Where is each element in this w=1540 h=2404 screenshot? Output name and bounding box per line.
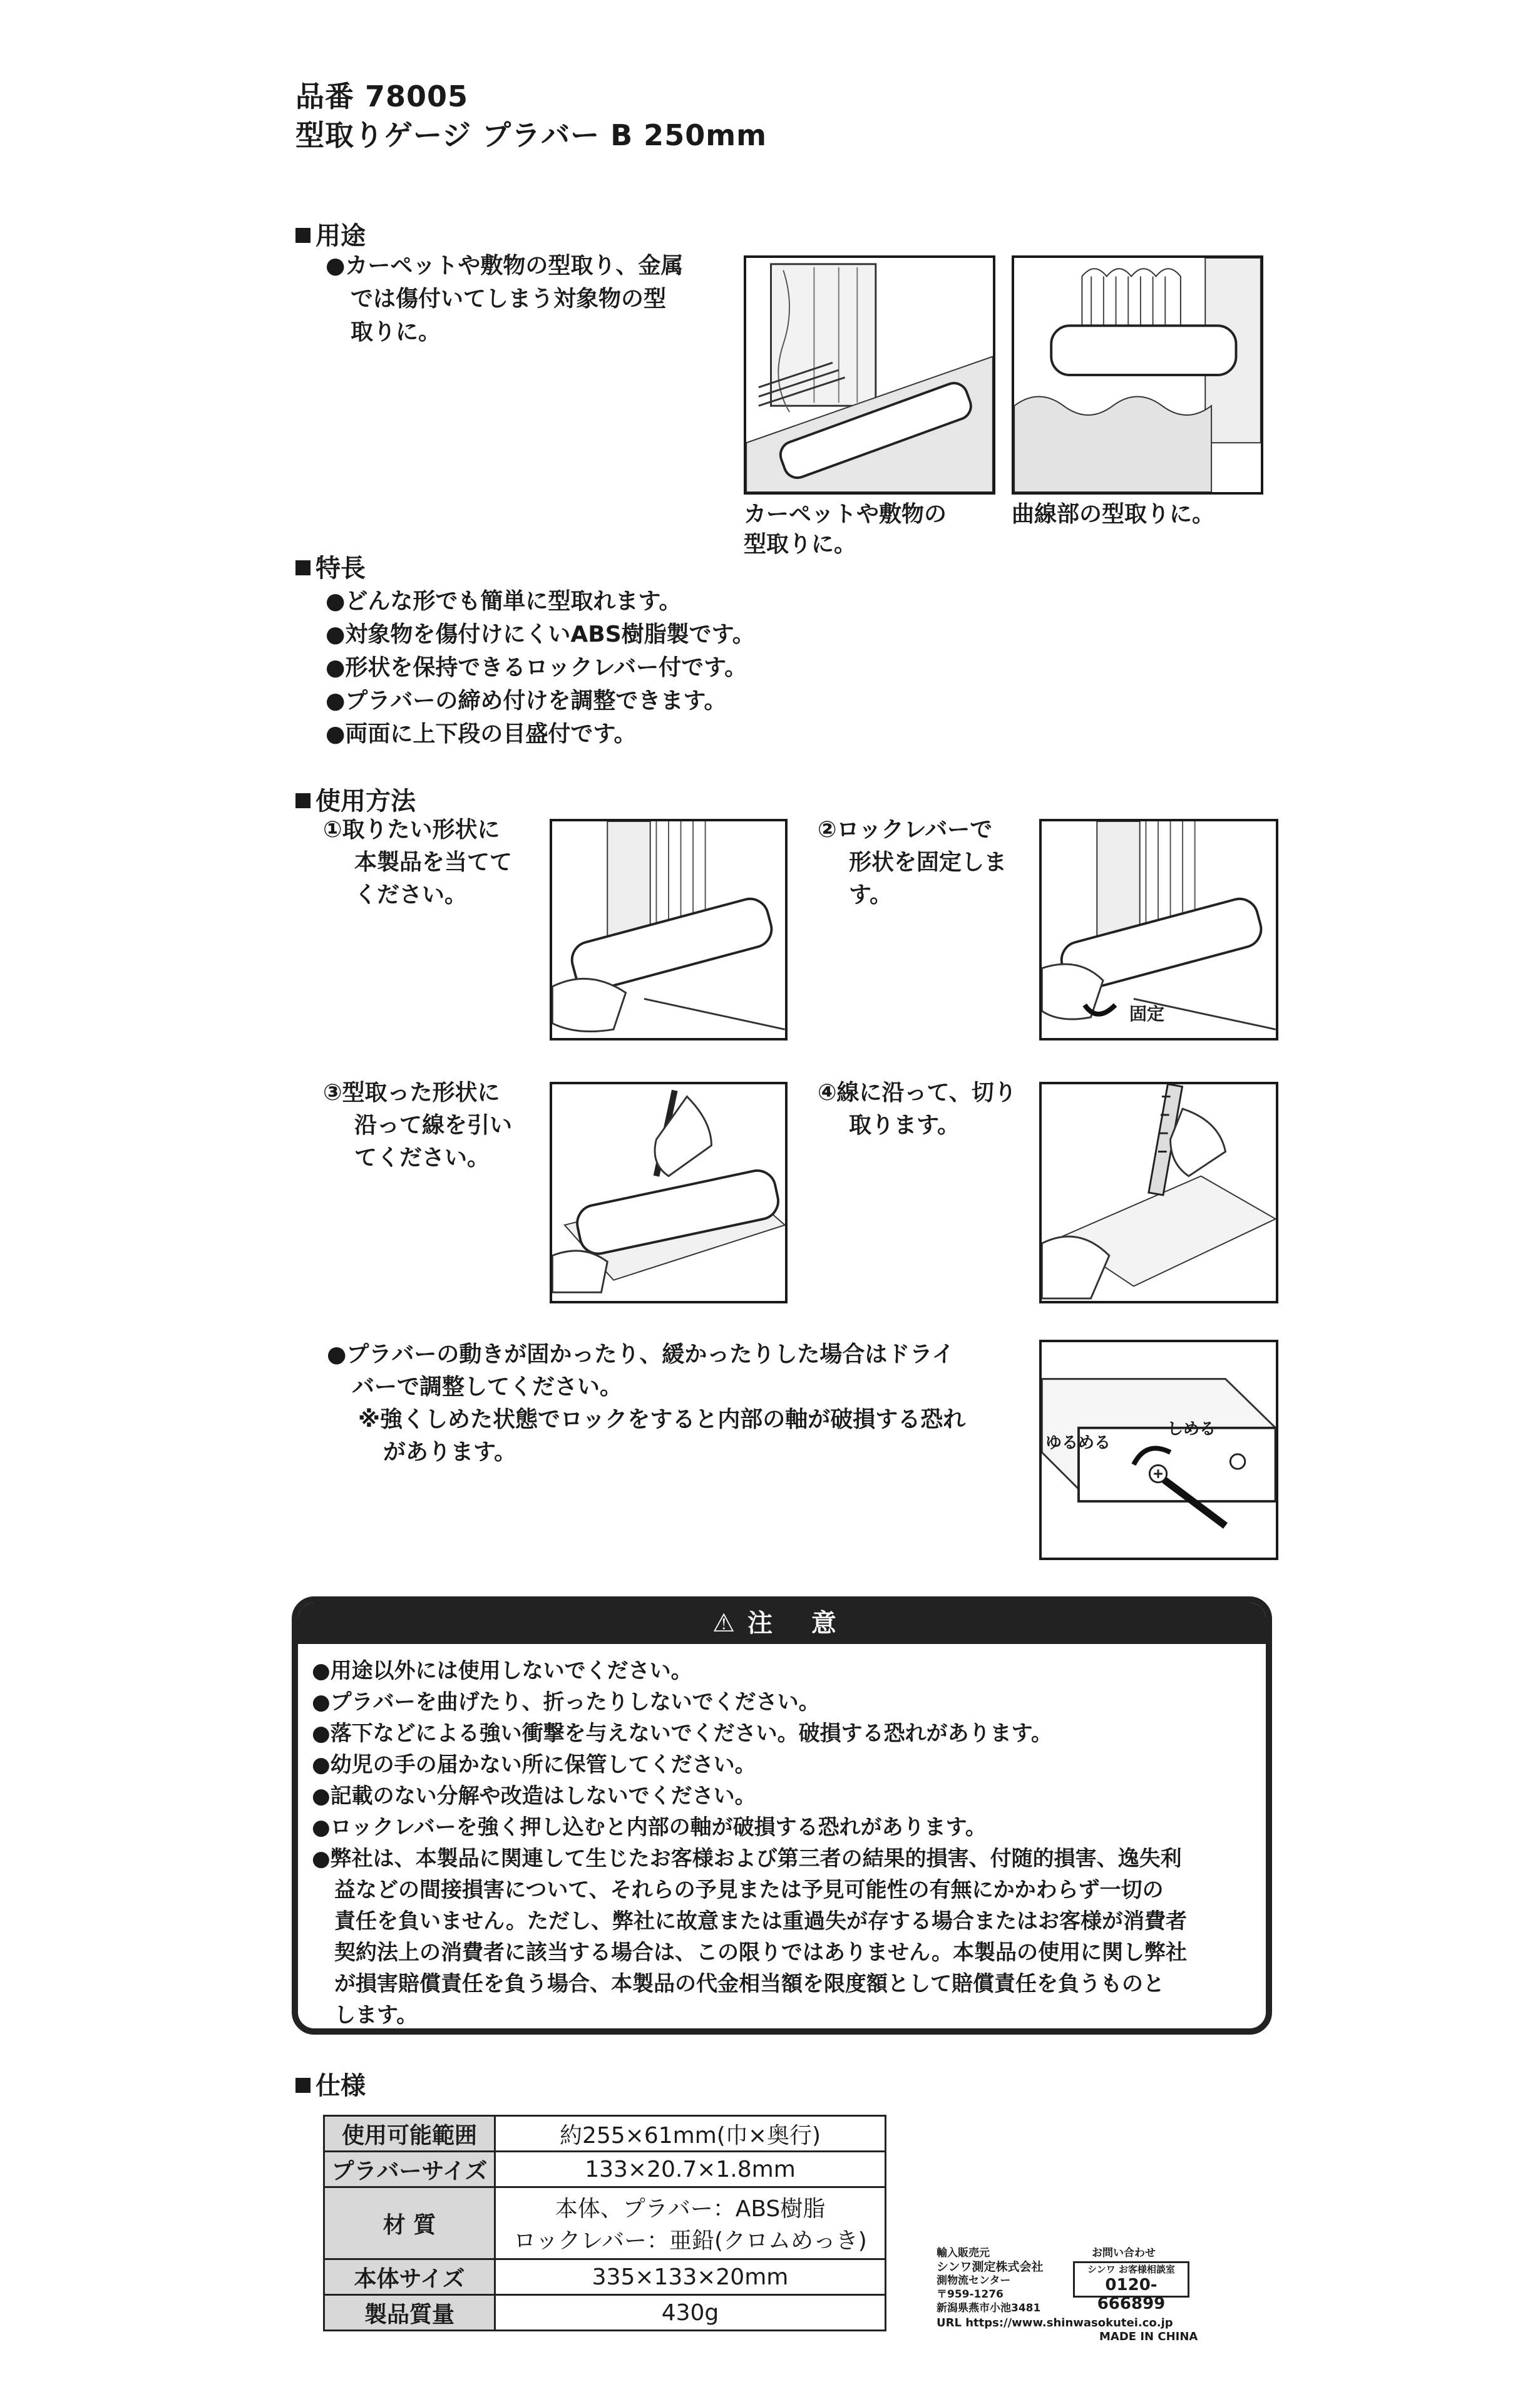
disclaimer-line: 契約法上の消費者に該当する場合は、この限りではありません。本製品の使用に関し弊社 — [334, 1940, 1188, 1965]
spec-key: 本体サイズ — [324, 2259, 495, 2295]
disclaimer-line: します。 — [334, 2003, 418, 2028]
caution-item: ●落下などによる強い衝撃を与えないでください。破損する恐れがあります。 — [312, 1721, 1052, 1746]
square-bullet-icon — [295, 2078, 311, 2093]
phone-number: 0120-666899 — [1097, 2276, 1166, 2313]
step-3-text: ③型取った形状に 沿って線を引い てください。 — [323, 1080, 513, 1171]
spec-row — [324, 2187, 886, 2259]
spec-key: 製品質量 — [324, 2295, 495, 2331]
inquiry-label: お問い合わせ — [1092, 2247, 1156, 2259]
spec-row — [324, 2116, 886, 2152]
step-2-text: ②ロックレバーで 形状を固定しま す。 — [818, 817, 1007, 908]
caution-item: ●幼児の手の届かない所に保管してください。 — [312, 1752, 756, 1777]
specs-heading: 仕様 — [295, 2066, 366, 2102]
carpet-illustration — [744, 255, 995, 495]
square-bullet-icon — [295, 793, 311, 808]
spec-key: 使用可能範囲 — [324, 2116, 495, 2152]
disclaimer-line: ●弊社は、本製品に関連して生じたお客様および第三者の結果的損害、付随的損害、逸失利 — [312, 1846, 1182, 1871]
warning-triangle-icon: ⚠ — [712, 1609, 735, 1638]
loosen-label: ゆるめる — [1045, 1434, 1111, 1452]
spec-value: 335×133×20mm — [495, 2259, 886, 2295]
square-bullet-icon — [295, 560, 311, 575]
caution-box — [292, 1596, 1272, 2035]
step-1-text: ①取りたい形状に 本製品を当てて ください。 — [323, 817, 513, 908]
feature-item: ●どんな形でも簡単に型取れます。 — [326, 588, 682, 614]
lock-label: 固定 — [1129, 1004, 1165, 1024]
features-list — [326, 585, 755, 751]
product-number: 品番 78005 — [295, 80, 469, 113]
feature-item: ●両面に上下段の目盛付です。 — [326, 721, 637, 747]
step-2-illustration — [1039, 819, 1278, 1040]
caption-curve: 曲線部の型取りに。 — [1012, 501, 1215, 527]
website-url: URL https://www.shinwasokutei.co.jp — [937, 2316, 1173, 2330]
disclaimer-line: が損害賠償責任を負う場合、本製品の代金相当額を限度額として賠償責任を負うものと — [334, 1971, 1164, 1996]
spec-value: 430g — [495, 2295, 886, 2331]
caution-header: ⚠ 注 意 — [298, 1603, 1266, 1644]
caption-carpet: カーペットや敷物の 型取りに。 — [744, 501, 947, 557]
distributor-info: 輸入販売元 シンワ測定株式会社 測物流センター 〒959-1276 新潟県燕市小池3481 — [937, 2247, 1044, 2314]
caution-item: ●ロックレバーを強く押し込むと内部の軸が破損する恐れがあります。 — [312, 1815, 987, 1840]
spec-row — [324, 2259, 886, 2295]
feature-item: ●形状を保持できるロックレバー付です。 — [326, 655, 747, 681]
step-4-illustration — [1039, 1082, 1278, 1303]
feature-item: ●プラバーの締め付けを調整できます。 — [326, 688, 727, 714]
usage-text: ●カーペットや敷物の型取り、金属 では傷付いてしまう対象物の型 取りに。 — [326, 253, 684, 345]
spec-row — [324, 2295, 886, 2331]
square-bullet-icon — [295, 228, 311, 243]
caution-item: ●プラバーを曲げたり、折ったりしないでください。 — [312, 1690, 820, 1715]
curve-illustration — [1012, 255, 1263, 495]
caution-item: ●記載のない分解や改造はしないでください。 — [312, 1784, 756, 1809]
spec-value: 133×20.7×1.8mm — [495, 2152, 886, 2187]
tighten-label: しめる — [1167, 1420, 1216, 1439]
feature-item: ●対象物を傷付けにくいABS樹脂製です。 — [326, 622, 755, 647]
usage-heading: 用途 — [295, 216, 366, 252]
inquiry-box — [1073, 2261, 1189, 2313]
step-3-illustration — [550, 1082, 788, 1303]
adjust-note: ●プラバーの動きが固かったり、緩かったりした場合はドライ バーで調整してください。 ※強くしめた状態でロックをすると内部の軸が破損する恐れ があります。 — [327, 1342, 966, 1465]
spec-table — [323, 2115, 886, 2331]
howto-heading: 使用方法 — [295, 781, 416, 817]
features-heading: 特長 — [295, 548, 366, 584]
spec-row — [324, 2152, 886, 2187]
spec-value: 本体、プラバー：ABS樹脂 ロックレバー：亜鉛(クロムめっき) — [495, 2187, 886, 2259]
inquiry-brand: シンワ お客様相談室 — [1087, 2264, 1175, 2275]
spec-key: プラバーサイズ — [324, 2152, 495, 2187]
spec-value: 約255×61mm(巾×奥行) — [495, 2116, 886, 2152]
step-4-text: ④線に沿って、切り 取ります。 — [818, 1080, 1017, 1138]
caution-item: ●用途以外には使用しないでください。 — [312, 1658, 692, 1683]
origin-label: MADE IN CHINA — [1099, 2330, 1198, 2343]
disclaimer-line: 責任を負いません。ただし、弊社に故意または重過失が存する場合またはお客様が消費者 — [334, 1909, 1188, 1934]
product-name: 型取りゲージ プラバー B 250mm — [295, 118, 767, 152]
spec-key: 材 質 — [324, 2187, 495, 2259]
step-1-illustration — [550, 819, 788, 1040]
adjust-illustration — [1039, 1340, 1278, 1560]
disclaimer-line: 益などの間接損害について、それらの予見または予見可能性の有無にかかわらず一切の — [334, 1877, 1164, 1903]
